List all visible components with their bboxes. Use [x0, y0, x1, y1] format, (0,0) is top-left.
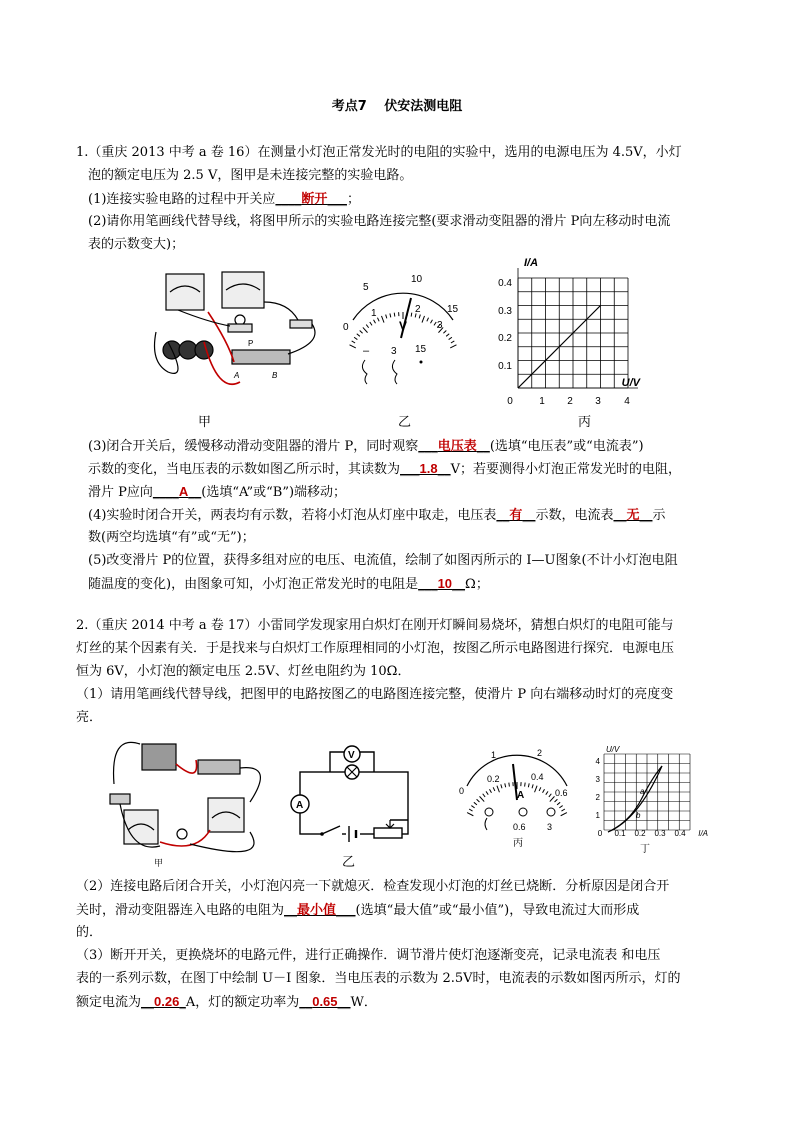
q2-fig-label-yi: 乙 [342, 854, 356, 869]
meter-tick [467, 813, 473, 816]
meter-tick [557, 802, 560, 805]
q1-part4-answer2: 无 [626, 507, 640, 522]
meter-tick [446, 334, 449, 337]
meter-tick [549, 794, 551, 797]
q1-part2-b: 表的示数变大)； [88, 237, 185, 252]
meter-tick [490, 789, 492, 792]
xtick: 1 [539, 396, 545, 407]
meter-tick [483, 794, 485, 797]
meter-tick [525, 783, 526, 787]
ammeter-top-1: 1 [491, 750, 497, 760]
q2-part3-c: 额定电流为__0.26_A，灯的额定功率为__0.65__W． [76, 994, 377, 1010]
q2-part2-b: 关时，滑动变阻器连入电路的电阻为__最小值___(选填“最大值”或“最小值”)，导致电流过大而形成 [76, 902, 640, 918]
q1-intro-a: 1.（重庆 2013 中考 a 卷 16）在测量小灯泡正常发光时的电阻的实验中，选用的电源电压为 4.5V，小灯 [76, 145, 682, 160]
ytick: 0.1 [498, 361, 512, 372]
meter-tick [451, 341, 454, 343]
meter-tick [354, 337, 357, 339]
q1-part5-post: Ω； [465, 577, 489, 592]
meter-tick [360, 330, 363, 333]
meter-tick [528, 783, 529, 787]
q2-part3-post: W． [350, 995, 377, 1010]
graph-xlabel: U/V [621, 377, 640, 389]
meter-tick [450, 345, 456, 348]
ammeter-top-2: 2 [537, 748, 543, 758]
meter-tick [374, 320, 376, 323]
q1-part3-c-post: (选填“A”或“B”)端移动； [201, 485, 347, 500]
q1-part5-b: 随温度的变化)，由图象可知，小灯泡正常发光时的电阻是___10__Ω； [88, 576, 489, 592]
rheostat-icon [198, 760, 240, 774]
meter-tick [357, 334, 360, 337]
q1-part3-c: 滑片 P应向____A__(选填“A”或“B”)端移动； [88, 484, 347, 500]
q1-part5-a: (5)改变滑片 P的位置，获得多组对应的电压、电流值，绘制了如图丙所示的 I—U图象(不计小灯泡电阻 [88, 553, 678, 568]
meter-tick [390, 313, 391, 317]
q1-part4-b: 数(两空均选填“有”或“无”)； [88, 530, 255, 545]
q1-part4-mid: 示数，电流表 [535, 508, 614, 523]
q2-intro-b: 灯丝的某个因素有关．于是找来与白炽灯工作原理相同的小灯泡，按图乙所示电路图进行探究．电源电压 [76, 641, 675, 656]
q2-fig-label-ding: 丁 [640, 844, 650, 854]
wire-lead [362, 360, 367, 384]
terminal-06: 0.6 [513, 822, 526, 832]
meter-tick [555, 799, 558, 802]
terminal-3: 3 [391, 346, 397, 357]
q1-part1-text: (1)连接实验电路的过程中开关应 [88, 192, 276, 207]
q1-part3-b: 示数的变化，当电压表的示数如图乙所示时，其读数为___1.8__V；若要测得小灯泡正常发光时的电阻， [88, 461, 681, 477]
q2-part3-text: 额定电流为 [76, 995, 142, 1010]
xtick: 0 [507, 396, 513, 407]
ammeter-bottom-02: 0.2 [487, 774, 500, 784]
xtick: 0 [597, 829, 603, 838]
graph-ylabel: I/A [524, 257, 539, 269]
ytick: 0.3 [498, 306, 512, 317]
q1-fig-label-yi: 乙 [398, 415, 412, 430]
ammeter-bottom-06: 0.6 [555, 788, 568, 798]
battery-pack-icon [142, 744, 176, 770]
ammeter-bottom-04: 0.4 [531, 772, 544, 782]
xtick: 0.1 [614, 829, 626, 838]
voltmeter-box [222, 272, 264, 308]
ammeter-bottom-0: 0 [459, 786, 465, 796]
meter-tick [535, 786, 538, 793]
q2-figure-yi-circuit [286, 742, 426, 874]
meter-tick [422, 316, 425, 323]
q2-figure-ding-graph [590, 742, 710, 854]
q1-part5-answer: 10 [437, 576, 453, 591]
wire-lead [392, 360, 397, 384]
q1-part2-a: (2)请你用笔画线代替导线，将图甲所示的实验电路连接完整(要求滑动变阻器的滑片 P向左移动时电流 [88, 214, 671, 229]
meter-tick [546, 791, 548, 794]
svg-text:V: V [348, 750, 355, 761]
meter-tick [501, 784, 502, 788]
meter-tick [480, 796, 485, 801]
q2-figure-bing-ammeter [455, 742, 580, 852]
q1-part1: (1)连接实验电路的过程中开关应____断开___； [88, 191, 360, 207]
q2-part2-a: （2）连接电路后闭合开关，小灯泡闪亮一下就熄灭．检查发现小灯泡的灯丝已烧断．分析原因是闭合开 [76, 879, 670, 894]
meter-tick [493, 787, 495, 791]
meter-tick [434, 322, 436, 325]
meter-tick [427, 318, 429, 322]
terminal-15: 15 [415, 344, 427, 355]
q1-part1-post: ； [346, 192, 360, 207]
q1-figure-bing-graph [488, 252, 648, 410]
bulb-icon [177, 829, 187, 839]
q2-part3-b: 表的一系列示数，在图丁中绘制 U－I 图象．当电压表的示数为 2.5V时，电流表的示数如图丙所示，灯的 [76, 971, 681, 986]
q1-figure-yi-voltmeter [335, 268, 470, 393]
page-title: 考点7 伏安法测电阻 [331, 99, 463, 114]
meter-tick [443, 330, 446, 333]
q2-part3-a: （3）断开开关，更换烧坏的电路元件，进行正确操作．调节滑片使灯泡逐渐变亮，记录电流表 和电压 [76, 948, 661, 963]
voltmeter-bottom-0: 0 [343, 322, 349, 333]
curve-a [608, 766, 662, 832]
ammeter-box [166, 274, 204, 310]
meter-tick [505, 783, 506, 787]
q2-part1-a: （1）请用笔画线代替导线，把图甲的电路按图乙的电路图连接完整，使滑片 P 向右端移动时灯的亮度变 [76, 687, 674, 702]
meter-tick [394, 313, 395, 317]
circuit-loop [300, 772, 408, 834]
meter-tick [469, 809, 472, 811]
svg-text:A: A [296, 800, 304, 811]
ytick: 4 [595, 757, 600, 766]
q2-part3-mid: A，灯的额定功率为 [185, 995, 300, 1010]
meter-tick [430, 320, 432, 323]
meter-tick [449, 337, 452, 339]
ytick: 1 [595, 811, 600, 820]
q1-part4-text: (4)实验时闭合开关，两表均有示数，若将小灯泡从灯座中取走，电压表 [88, 508, 497, 523]
q1-part3-answer2: 1.8 [419, 461, 438, 476]
ytick: 0.4 [498, 278, 512, 289]
q1-part3-answer1: 电压表 [437, 438, 477, 453]
meter-tick [532, 784, 533, 788]
q1-part4-post: 示 [652, 508, 666, 523]
q2-intro-c: 恒为 6V，小灯泡的额定电压 2.5V、灯丝电阻约为 10Ω． [76, 664, 411, 679]
voltmeter-top-10: 10 [411, 274, 423, 285]
meter-tick [381, 316, 384, 323]
label-p: P [248, 339, 254, 348]
voltmeter-unit: V [399, 319, 408, 333]
rheostat-symbol [374, 828, 402, 838]
xtick: 0.3 [654, 829, 666, 838]
xtick: 0.2 [634, 829, 646, 838]
q2-fig-label-jia: 甲 [154, 858, 164, 868]
q1-fig-label-bing: 丙 [578, 415, 592, 430]
meter-tick [477, 799, 480, 802]
q1-part4-answer1: 有 [509, 507, 523, 522]
curve-label-b: b [636, 811, 641, 820]
meter-tick [543, 789, 545, 792]
q1-fig-label-jia: 甲 [198, 415, 212, 430]
ytick: 2 [595, 793, 600, 802]
xtick: 2 [567, 396, 573, 407]
meter-tick [474, 802, 477, 805]
q1-part3-text: (3)闭合开关后，缓慢移动滑动变阻器的滑片 P，同时观察 [88, 439, 419, 454]
switch-icon [290, 320, 312, 328]
svg-text:B: B [272, 371, 278, 380]
q2-part2-text: 关时，滑动变阻器连入电路的电阻为 [76, 903, 285, 918]
meter-tick [561, 809, 564, 811]
ytick: 0.2 [498, 333, 512, 344]
q2-part3-answer2: 0.65 [312, 994, 338, 1009]
meter-tick [559, 806, 562, 808]
switch-icon [110, 794, 130, 804]
voltmeter-bottom-3: 3 [437, 320, 443, 331]
terminal-3: 3 [547, 822, 553, 832]
xtick: 4 [624, 396, 630, 407]
svg-text:A: A [234, 371, 240, 380]
meter-tick [350, 345, 356, 348]
q1-part3-c-text: 滑片 P应向 [88, 485, 153, 500]
q1-part3-b-post: V；若要测得小灯泡正常发光时的电阻， [450, 462, 681, 477]
meter-tick [486, 791, 488, 794]
meter-tick [539, 787, 541, 791]
meter-tick [366, 325, 368, 328]
meter-tick [370, 322, 372, 325]
rheostat-icon [232, 350, 290, 364]
voltmeter-box [208, 798, 244, 832]
q1-intro-b: 泡的额定电压为 2.5 V，图甲是未连接完整的实验电路。 [88, 168, 413, 183]
q2-part2-answer: 最小值 [297, 902, 337, 917]
voltmeter-bottom-15: 15 [447, 304, 459, 315]
q1-part3-a: (3)闭合开关后，缓慢移动滑动变阻器的滑片 P，同时观察___电压表__(选填“电压表”或“电流表”) [88, 438, 644, 454]
q2-part2-post: (选填“最大值”或“最小值”)，导致电流过大而形成 [355, 903, 640, 918]
q2-part1-b: 亮． [76, 710, 103, 725]
meter-tick [352, 341, 355, 343]
ammeter-box [124, 810, 158, 844]
q1-part3-b-text: 示数的变化，当电压表的示数如图乙所示时，其读数为 [88, 462, 401, 477]
q2-part3-answer1: 0.26 [154, 994, 180, 1009]
meter-tick [550, 796, 555, 801]
meter-tick [509, 783, 510, 787]
graph2-xlabel: I/A [698, 829, 708, 838]
meter-tick [386, 315, 387, 319]
q2-fig-label-bing: 丙 [513, 838, 523, 849]
curve-label-a: a [640, 787, 645, 796]
graph2-ylabel: U/V [606, 745, 620, 754]
q2-figure-jia [100, 734, 275, 874]
terminal-minus: – [363, 345, 370, 357]
meter-tick [471, 806, 474, 808]
meter-tick [363, 327, 368, 332]
q1-figure-jia [148, 262, 328, 402]
curve-b [608, 766, 662, 832]
ammeter-unit: A [517, 790, 525, 801]
voltmeter-bottom-2: 2 [415, 304, 421, 315]
xtick: 3 [595, 396, 601, 407]
q2-part2-c: 的． [76, 925, 103, 940]
voltmeter-bottom-1: 1 [371, 308, 377, 319]
q1-part3-answer3: A [178, 484, 189, 499]
xtick: 0.4 [674, 829, 686, 838]
meter-tick [419, 315, 420, 319]
q1-part3-post: (选填“电压表”或“电流表”) [489, 439, 644, 454]
q1-part1-answer: 断开 [301, 191, 328, 206]
meter-tick [377, 318, 379, 322]
voltmeter-top-5: 5 [363, 282, 369, 293]
meter-tick [497, 786, 500, 793]
ytick: 3 [595, 775, 600, 784]
meter-tick [411, 313, 412, 317]
meter-tick [561, 813, 567, 816]
q2-intro-a: 2.（重庆 2014 中考 a 卷 17）小雷同学发现家用白炽灯在刚开灯瞬间易烧坏，猜想白炽灯的电阻可能与 [76, 618, 674, 633]
q1-part4-a: (4)实验时闭合开关，两表均有示数，若将小灯泡从灯座中取走，电压表__有__示数，电流表__无__示 [88, 507, 666, 523]
q1-part5-text: 随温度的变化)，由图象可知，小灯泡正常发光时的电阻是 [88, 577, 419, 592]
ammeter-scale-arc [467, 755, 567, 786]
